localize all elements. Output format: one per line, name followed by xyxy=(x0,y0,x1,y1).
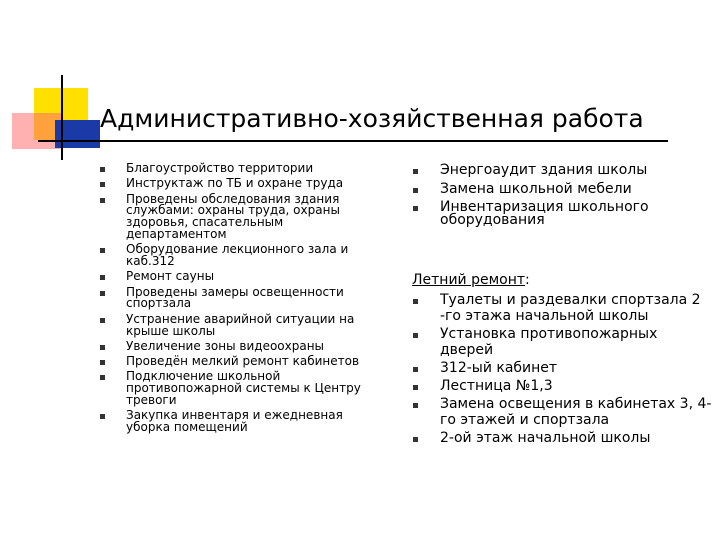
bullet-icon xyxy=(100,318,105,323)
bullet-icon xyxy=(100,360,105,365)
bullet-icon xyxy=(100,182,105,187)
summer-repair-list xyxy=(412,292,712,448)
bullet-icon xyxy=(413,333,418,338)
list-item: Проведён мелкий ремонт кабинетов xyxy=(98,356,368,368)
bullet-icon xyxy=(100,375,105,380)
bullet-icon xyxy=(100,345,105,350)
list-item: 2-ой этаж начальной школы xyxy=(412,430,712,446)
bullet-icon xyxy=(100,198,105,203)
list-item: Инвентаризация школьного оборудования xyxy=(412,201,707,226)
bullet-icon xyxy=(413,188,418,193)
summer-repair-heading: Летний ремонт: xyxy=(412,272,530,288)
bullet-icon xyxy=(100,275,105,280)
bullet-icon xyxy=(413,385,418,390)
bullet-icon xyxy=(413,367,418,372)
list-item: Проведены замеры освещенности спортзала xyxy=(98,287,368,311)
list-item: Инструктаж по ТБ и охране труда xyxy=(98,178,368,190)
bullet-icon xyxy=(100,248,105,253)
list-item: Замена школьной мебели xyxy=(412,183,707,196)
list-item: Благоустройство территории xyxy=(98,163,368,175)
slide-title: Административно-хозяйственная работа xyxy=(100,104,644,133)
list-item: Ремонт сауны xyxy=(98,271,368,283)
bullet-icon xyxy=(100,291,105,296)
bullet-icon xyxy=(413,437,418,442)
list-item: Оборудование лекционного зала и каб.312 xyxy=(98,244,368,268)
list-item: Лестница №1,3 xyxy=(412,378,712,394)
decor-vertical-line xyxy=(61,75,63,160)
list-item: Подключение школьной противопожарной системы к Центру тревоги xyxy=(98,371,368,406)
list-item: Замена освещения в кабинетах 3, 4-го этажей и спортзала xyxy=(412,396,712,428)
list-item: 312-ый кабинет xyxy=(412,360,712,376)
list-item: Закупка инвентаря и ежедневная уборка помещений xyxy=(98,410,368,434)
bullet-icon xyxy=(413,169,418,174)
bullet-icon xyxy=(413,299,418,304)
bullet-icon xyxy=(100,414,105,419)
list-item: Устранение аварийной ситуации на крыше школы xyxy=(98,314,368,338)
list-item: Туалеты и раздевалки спортзала 2 -го этажа начальной школы xyxy=(412,292,712,324)
right-bullet-list xyxy=(412,164,707,232)
bullet-icon xyxy=(413,206,418,211)
bullet-icon xyxy=(413,403,418,408)
list-item: Установка противопожарных дверей xyxy=(412,326,712,358)
list-item: Проведены обследования здания службами: охраны труда, охраны здоровья, спасательным департаментом xyxy=(98,194,368,241)
list-item: Энергоаудит здания школы xyxy=(412,164,707,177)
left-bullet-list xyxy=(98,163,368,437)
list-item: Увеличение зоны видеоохраны xyxy=(98,341,368,353)
title-underline xyxy=(38,140,668,142)
bullet-icon xyxy=(100,167,105,172)
